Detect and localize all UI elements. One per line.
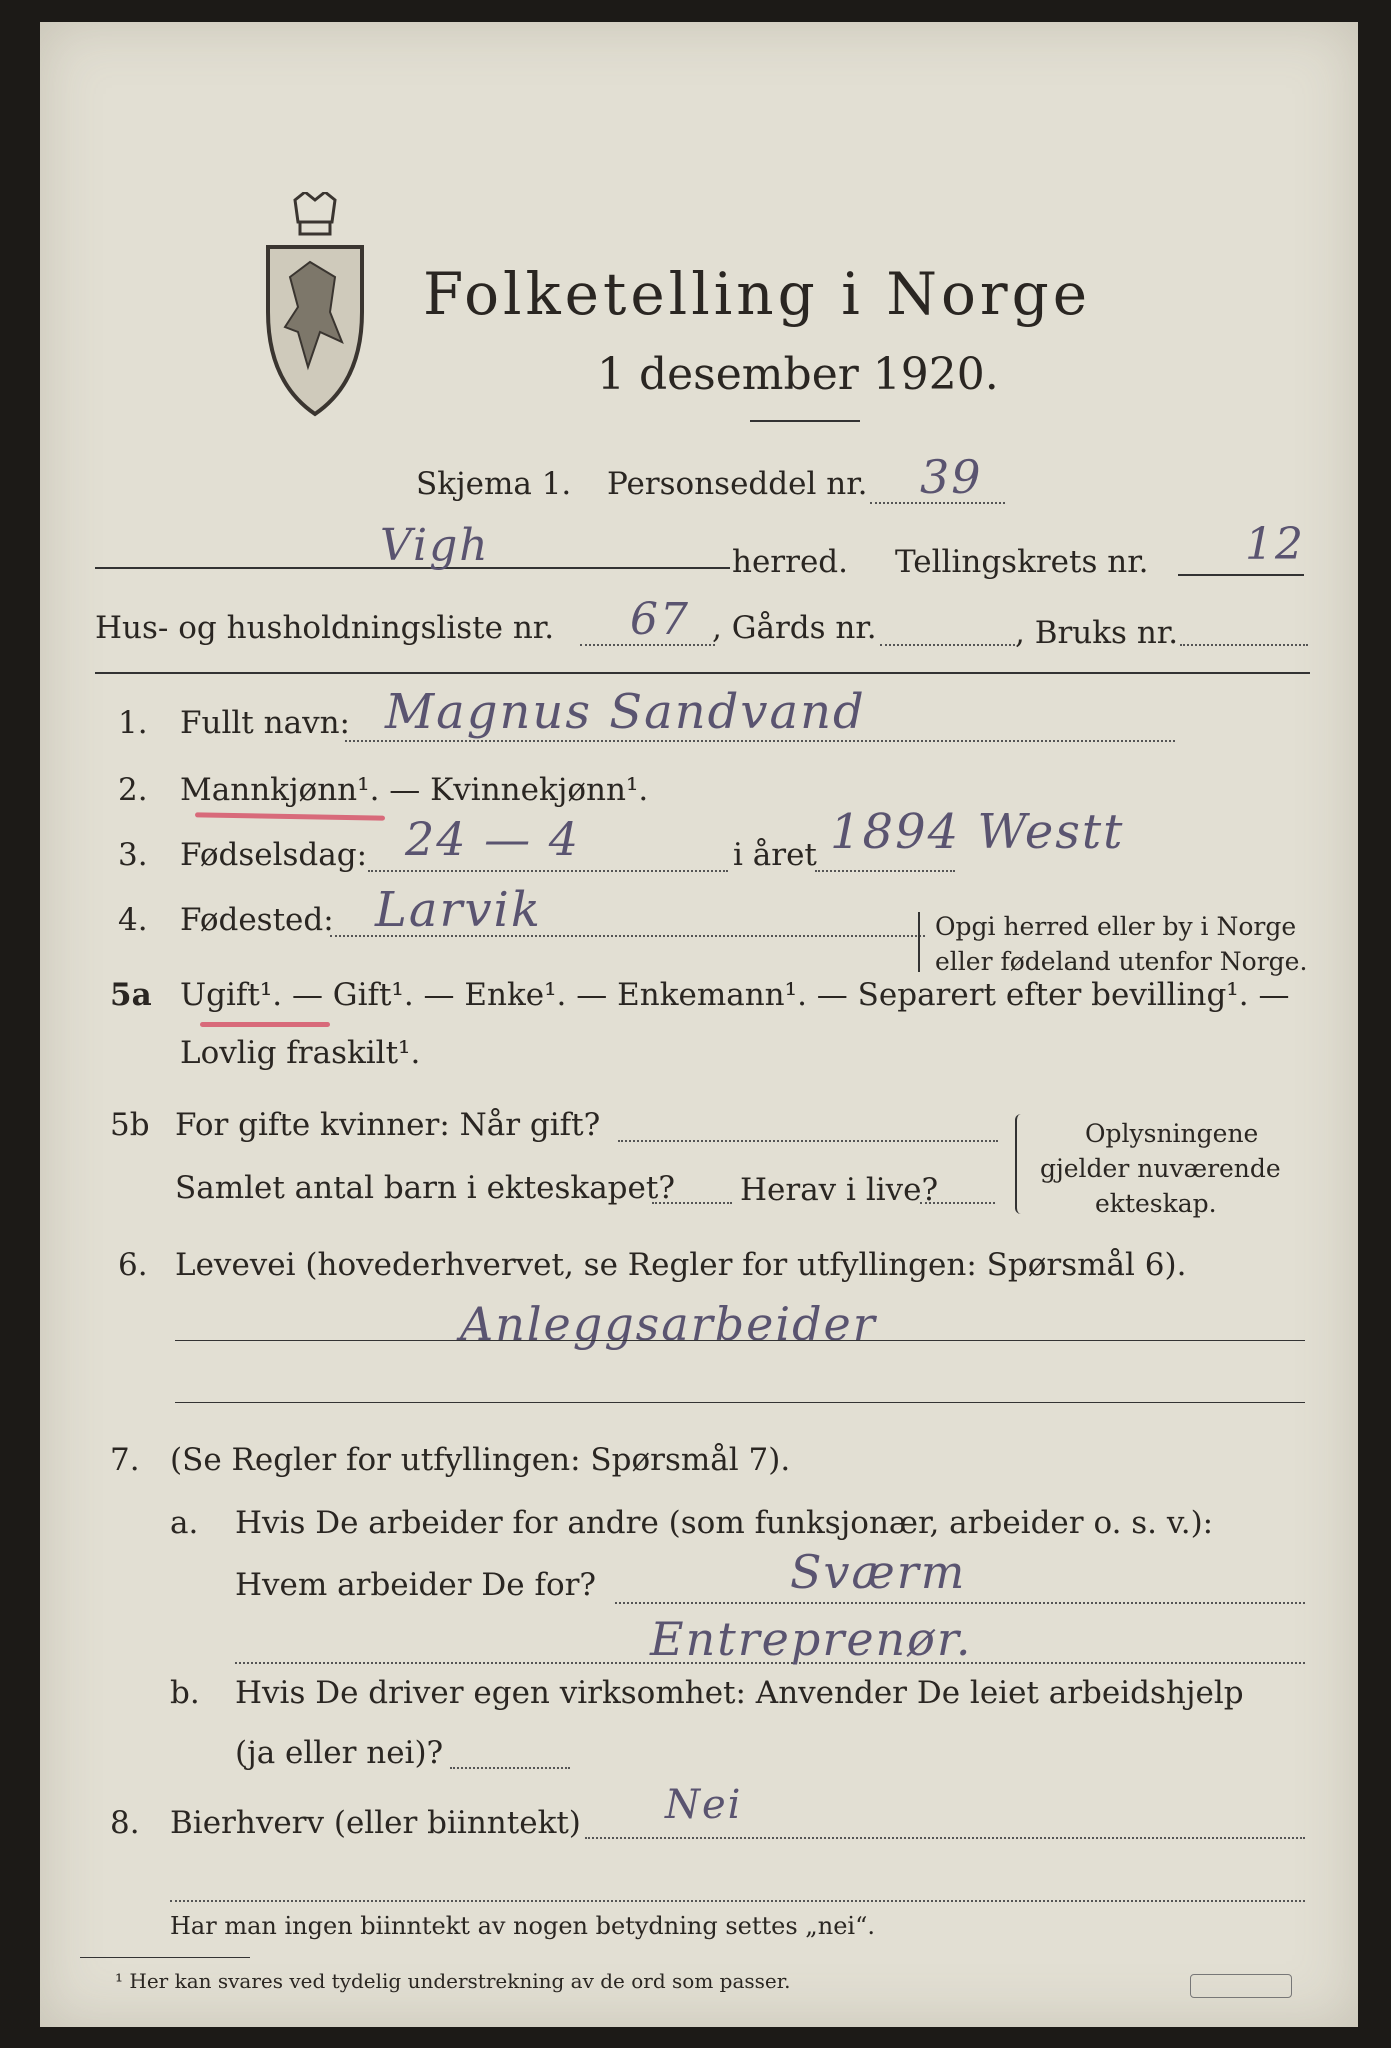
q5b-number: 5b: [110, 1107, 150, 1143]
bruks-field[interactable]: [1180, 644, 1308, 646]
q8-field-2[interactable]: [170, 1900, 1305, 1902]
tellingskrets-field[interactable]: [1178, 574, 1304, 576]
q7a-value-2: Entreprenør.: [650, 1612, 973, 1666]
q7a-value: Sværm: [790, 1545, 967, 1599]
gards-field[interactable]: [880, 644, 1015, 646]
q6-label: Levevei (hovederhvervet, se Regler for utfyllingen: Spørsmål 6).: [175, 1247, 1187, 1283]
tellingskrets-label: Tellingskrets nr.: [895, 544, 1149, 580]
q3-day-field[interactable]: [368, 870, 728, 872]
q1-number: 1.: [118, 705, 148, 741]
herred-label: herred.: [732, 544, 848, 580]
herred-value: Vigh: [380, 520, 490, 571]
q2-red-underline: [195, 812, 385, 820]
q6-field-line-1[interactable]: [175, 1340, 1305, 1341]
header-divider: [95, 672, 1310, 674]
q7a-label-2: Hvem arbeider De for?: [235, 1567, 597, 1603]
q5b-note-line2: gjelder nuværende: [1040, 1154, 1281, 1183]
printer-stamp: [1190, 1974, 1292, 1998]
census-date: 1 desember 1920.: [597, 349, 999, 400]
q5b-label-2: Samlet antal barn i ekteskapet?: [175, 1170, 675, 1206]
q6-field-line-2[interactable]: [175, 1402, 1305, 1403]
q4-label: Fødested:: [180, 902, 334, 938]
q5b-married-field[interactable]: [618, 1140, 998, 1142]
q2-number: 2.: [118, 772, 148, 808]
q5b-bracket: [1015, 1114, 1025, 1214]
q7-number: 7.: [110, 1442, 140, 1478]
q5a-label-2: Lovlig fraskilt¹.: [180, 1035, 421, 1071]
q3-year-label: i året: [733, 837, 817, 873]
personseddel-value: 39: [920, 450, 983, 504]
q8-label: Bierhverv (eller biinntekt): [170, 1805, 581, 1841]
norway-coat-of-arms-icon: [260, 192, 370, 417]
q8-number: 8.: [110, 1805, 140, 1841]
q3-number: 3.: [118, 837, 148, 873]
q1-field[interactable]: [345, 740, 1175, 742]
census-form-page: [40, 22, 1358, 2027]
q6-value: Anleggsarbeider: [460, 1297, 877, 1351]
q5b-note-line1: Oplysningene: [1085, 1119, 1259, 1148]
footnote-divider: [80, 1957, 250, 1958]
footnote: ¹ Her kan svares ved tydelig understrekning av de ord som passer.: [115, 1969, 791, 1993]
q1-label: Fullt navn:: [180, 705, 350, 741]
nei-note: Har man ingen biinntekt av nogen betydning settes „nei“.: [170, 1912, 875, 1940]
q6-number: 6.: [118, 1247, 148, 1283]
q7a-label: Hvis De arbeider for andre (som funksjonær, arbeider o. s. v.):: [235, 1505, 1214, 1541]
q7-label: (Se Regler for utfyllingen: Spørsmål 7).: [170, 1442, 791, 1478]
q5b-label-3: Herav i live?: [740, 1172, 939, 1208]
skjema-label: Skjema 1.: [416, 466, 572, 502]
q4-bracket: [918, 912, 928, 972]
q7b-label: Hvis De driver egen virksomhet: Anvender De leiet arbeidshjelp: [235, 1675, 1244, 1711]
form-title: Folketelling i Norge: [423, 260, 1092, 328]
q7b-label-2: (ja eller nei)?: [235, 1735, 444, 1771]
q8-value: Nei: [665, 1782, 743, 1828]
q5a-label: Ugift¹. — Gift¹. — Enke¹. — Enkemann¹. — Separert efter bevilling¹. —: [180, 977, 1290, 1013]
husliste-label: Hus- og husholdningsliste nr.: [95, 610, 555, 646]
q2-label: Mannkjønn¹. — Kvinnekjønn¹.: [180, 772, 649, 808]
husliste-value: 67: [630, 594, 690, 645]
q5b-label: For gifte kvinner: Når gift?: [175, 1107, 601, 1143]
q3-label: Fødselsdag:: [180, 837, 368, 873]
title-divider: [750, 420, 860, 422]
q5b-alive-field[interactable]: [920, 1202, 995, 1204]
q7a-number: a.: [170, 1505, 199, 1541]
q7a-employer-field[interactable]: [615, 1602, 1305, 1604]
q1-value: Magnus Sandvand: [385, 684, 866, 740]
gards-label: , Gårds nr.: [712, 610, 877, 646]
q4-value: Larvik: [375, 882, 542, 938]
q8-field[interactable]: [585, 1837, 1305, 1839]
q7b-number: b.: [170, 1675, 200, 1711]
q3-year-field[interactable]: [815, 870, 955, 872]
personseddel-label: Personseddel nr.: [607, 466, 868, 502]
q7b-field[interactable]: [450, 1767, 570, 1769]
q3-year-value: 1894 Westt: [830, 804, 1125, 860]
q5a-number: 5a: [110, 977, 152, 1013]
tellingskrets-value: 12: [1245, 519, 1305, 570]
q5b-note-line3: ekteskap.: [1095, 1189, 1217, 1218]
q5a-red-underline: [200, 1022, 330, 1027]
q3-value: 24 — 4: [405, 812, 581, 866]
q4-note-line1: Opgi herred eller by i Norge: [935, 912, 1297, 941]
q4-note-line2: eller fødeland utenfor Norge.: [935, 947, 1308, 976]
q4-number: 4.: [118, 902, 148, 938]
bruks-label: , Bruks nr.: [1015, 615, 1179, 651]
q5b-children-field[interactable]: [652, 1202, 732, 1204]
